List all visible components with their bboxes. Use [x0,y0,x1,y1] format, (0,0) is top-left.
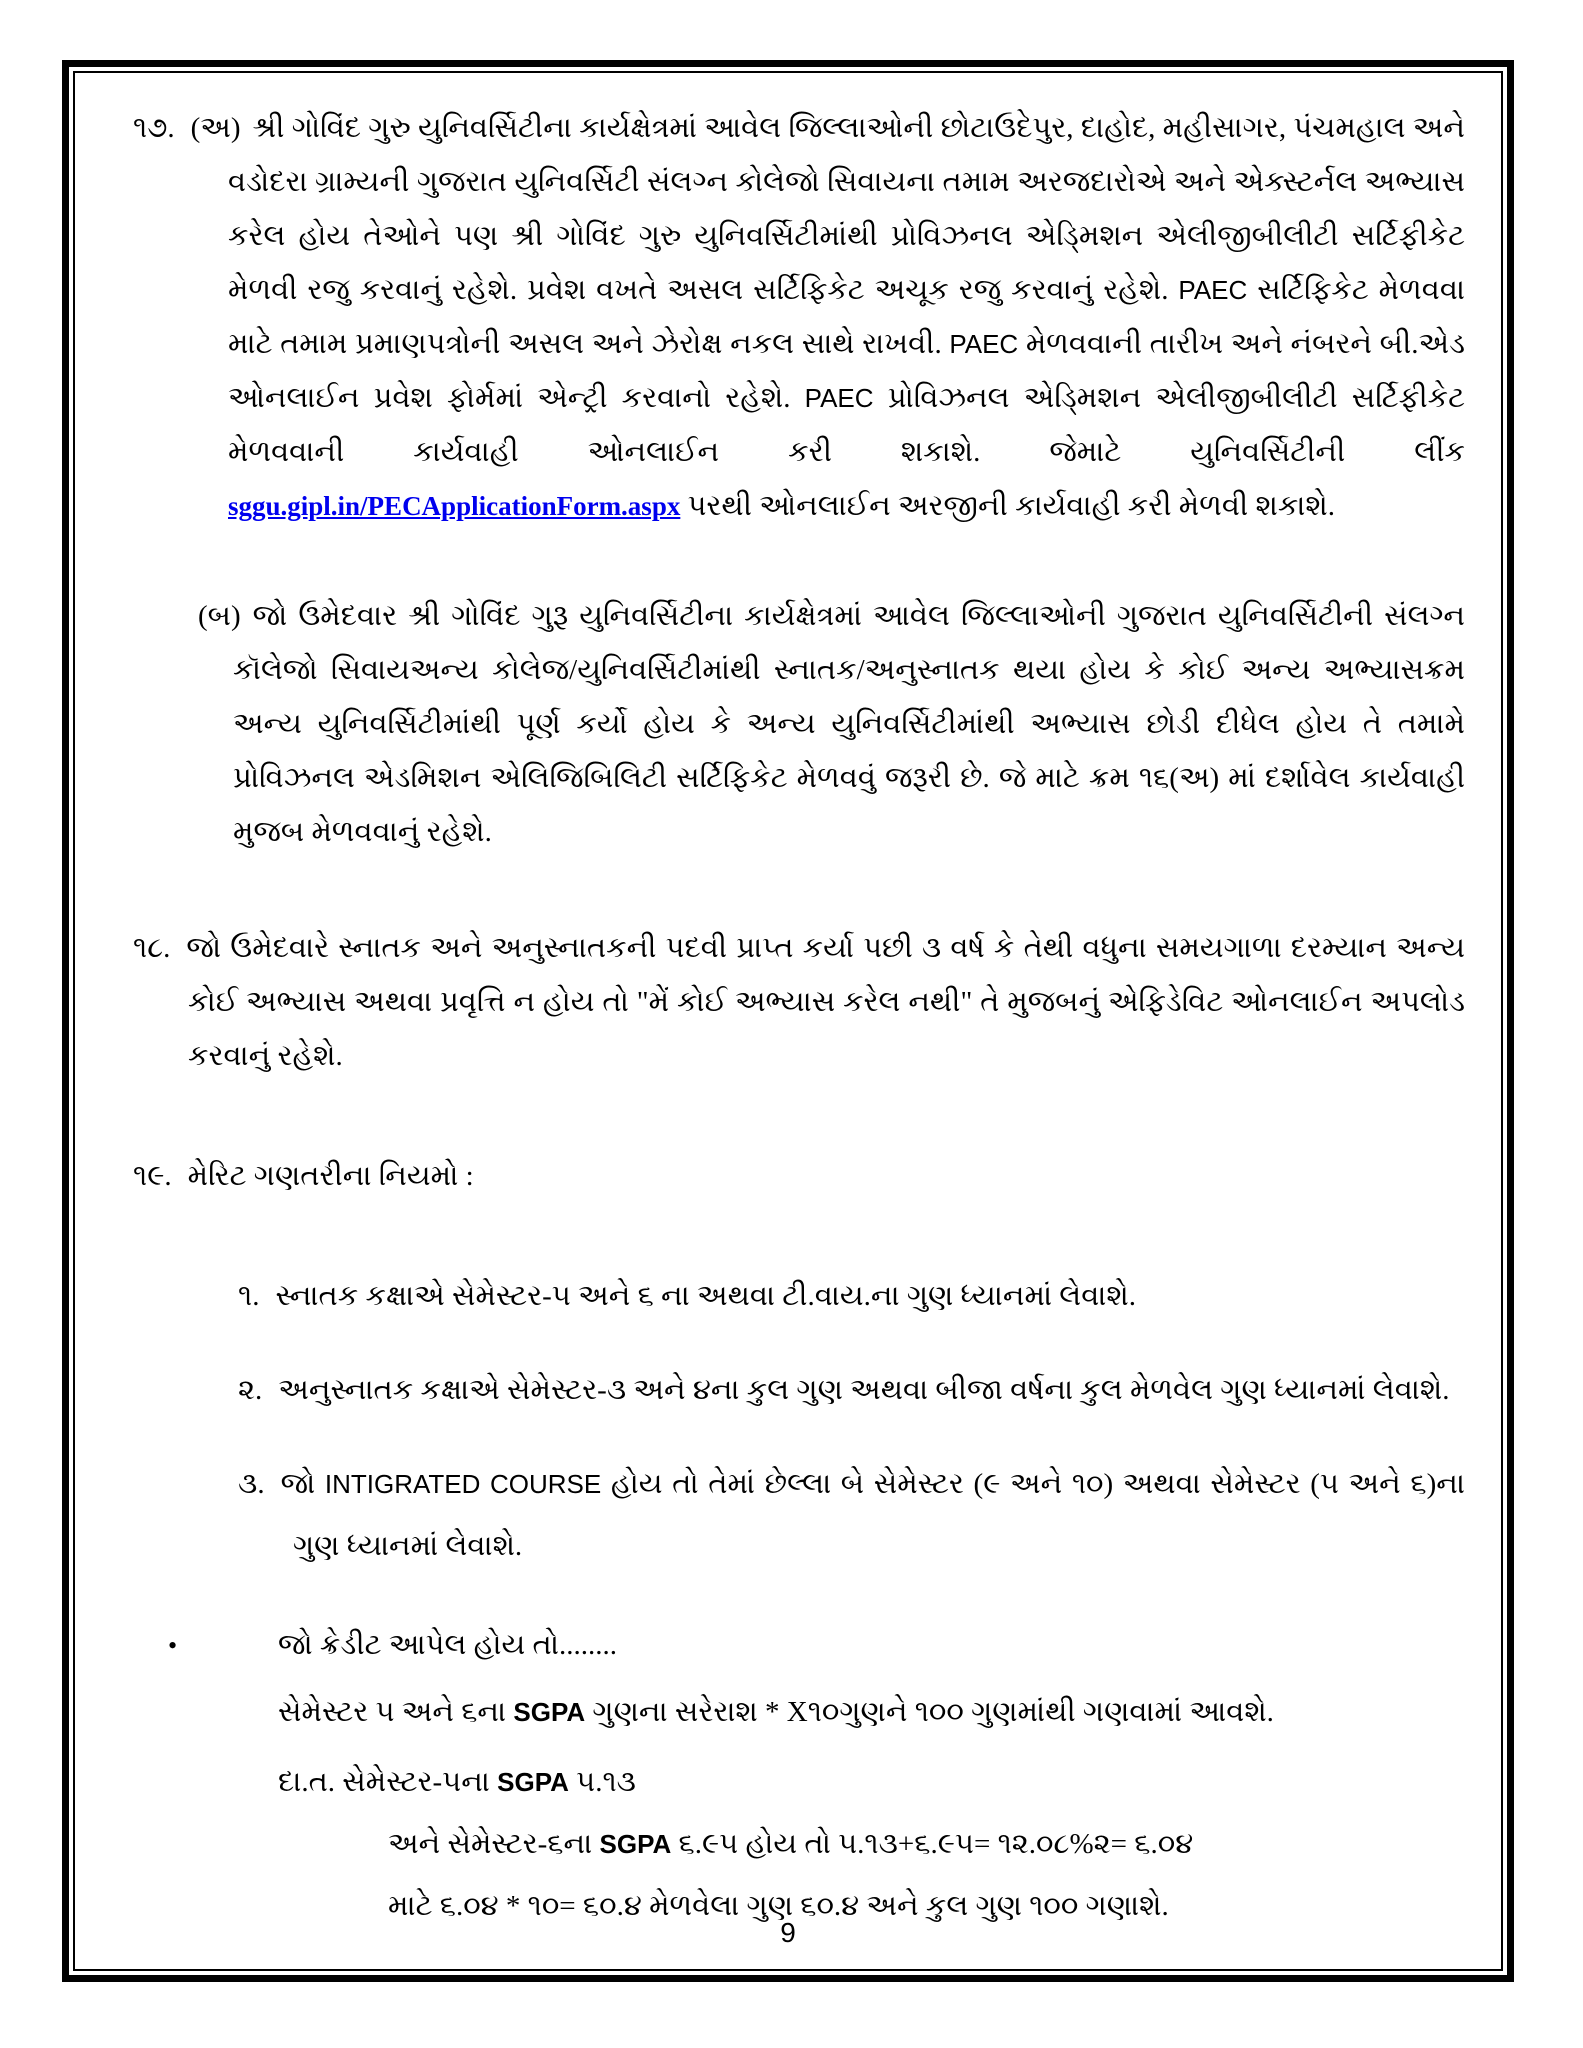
credit-bullet-item [105,1615,1465,1676]
sgpa-rule-text-post: ગુણના સરેરાશ * X૧૦ગુણને ૧૦૦ ગુણમાંથી ગણવામાં આવશે. [585,1696,1274,1728]
clause-17a-label: (અ) [190,112,241,144]
sgpa-abbreviation: SGPA [599,1829,672,1859]
clause-17a-text-3: મેળવવાની તારીખ અને નંબરને બી.એડ ઓનલાઈન પ્રવેશ ફોર્મમાં એન્ટ્રી કરવાનો રહેશે. [228,328,1465,414]
paec-abbreviation: PAEC [804,383,874,413]
clause-17b-text: જો ઉમેદવાર શ્રી ગોવિંદ ગુરૂ યુનિવર્સિટીના કાર્યક્ષેત્રમાં આવેલ જિલ્લાઓની ગુજરાત યુનિવર્સિટીની સંલગ્ન કૉલેજો સિવાયઅન્ય કોલેજ/યુનિવર્સિટીમાંથી સ્નાતક/અનુસ્નાતક થયા હોય કે કોઈ અન્ય અભ્યાસક્રમ અન્ય યુનિવર્સિટીમાંથી પૂર્ણ કર્યો હોય કે અન્ય યુનિવર્સિટીમાંથી અભ્યાસ છોડી દીધેલ હોય તે તમામે પ્રોવિઝનલ એડમિશન એલિજિબિલિટી સર્ટિફિકેટ મેળવવું જરૂરી છે. જે માટે ક્રમ ૧૬(અ) માં દર્શાવેલ કાર્યવાહી મુજબ મેળવવાનું રહેશે. [233,600,1465,848]
merit-rule-2-number: ૨. [238,1374,263,1406]
example-1-text-post: ૫.૧૩ [568,1766,636,1798]
clause-18 [105,921,1465,1083]
merit-rule-1-number: ૧. [238,1280,260,1312]
credit-bullet-text: જો ક્રેડીટ આપેલ હોય તો........ [278,1629,617,1661]
merit-rule-3-number: ૩. [238,1468,265,1500]
sgpa-example-line-1 [278,1752,1465,1812]
example-1-text-pre: દા.ત. સેમેસ્ટર-૫ના [278,1766,498,1798]
paec-abbreviation: PAEC [949,329,1019,359]
page-number: 9 [780,1917,796,1948]
sgpa-example-line-2 [388,1814,1465,1874]
clause-17a-text-4: પ્રોવિઝનલ એડ્મિશન એલીજીબીલીટી સર્ટિફીકેટ મેળવવાની કાર્યવાહી ઓનલાઈન કરી શકાશે. જેમાટે યુનિવર્સિટીની લીંક [228,382,1465,468]
clause-17a-text-5: પરથી ઓનલાઈન અરજીની કાર્યવાહી કરી મેળવી શકાશે. [680,490,1336,522]
example-3-text: માટે ૬.૦૪ * ૧૦= ૬૦.૪ મેળવેલા ગુણ ૬૦.૪ અને કુલ ગુણ ૧૦૦ ગણાશે. [388,1890,1169,1922]
merit-rule-3-text-post: હોય તો તેમાં છેલ્લા બે સેમેસ્ટર (૯ અને ૧૦) અથવા સેમેસ્ટર (૫ અને ૬)ના ગુણ ધ્યાનમાં લેવાશે. [293,1468,1465,1562]
clause-19-number: ૧૯. [133,1160,172,1192]
clause-19-heading-text: મેરિટ ગણતરીના નિયમો : [187,1160,474,1192]
merit-rule-1-text: સ્નાતક કક્ષાએ સેમેસ્ટર-૫ અને ૬ ના અથવા ટી.વાય.ના ગુણ ધ્યાનમાં લેવાશે. [275,1280,1137,1312]
clause-17a-text-1: શ્રી ગોવિંદ ગુરુ યુનિવર્સિટીના કાર્યક્ષેત્રમાં આવેલ જિલ્લાઓની છોટાઉદેપુર, દાહોદ, મહીસાગર, પંચમહાલ અને વડોદરા ગ્રામ્યની ગુજરાત યુનિવર્સિટી સંલગ્ન કોલેજો સિવાયના તમામ અરજદારોએ અને એક્સ્ટર્નલ અભ્યાસ કરેલ હોય તેઓને પણ શ્રી ગોવિંદ ગુરુ યુનિવર્સિટીમાંથી પ્રોવિઝનલ એડ્મિશન એલીજીબીલીટી સર્ટિફીકેટ મેળવી રજુ કરવાનું રહેશે. પ્રવેશ વખતે અસલ સર્ટિફિકેટ અચૂક રજુ કરવાનું રહેશે. [228,112,1465,306]
clause-17-number: ૧૭. [133,112,175,144]
merit-rule-1 [105,1265,1465,1327]
bullet-icon: • [168,1631,178,1660]
integrated-course-label: INTIGRATED COURSE [324,1469,602,1499]
merit-rule-2-text: અનુસ્નાતક કક્ષાએ સેમેસ્ટર-૩ અને ૪ના કુલ ગુણ અથવા બીજા વર્ષના કુલ મેળવેલ ગુણ ધ્યાનમાં લેવાશે. [278,1374,1450,1406]
example-2-text-pre: અને સેમેસ્ટર-૬ના [388,1828,600,1860]
page-border-outer [62,60,1514,1982]
sgpa-average-rule [278,1682,1465,1742]
clause-17b-label: (બ) [198,600,241,632]
sgpa-example-line-3 [388,1876,1465,1936]
clause-19-heading [133,1149,1465,1203]
clause-17a [105,101,1465,533]
example-2-text-post: ૬.૯૫ હોય તો ૫.૧૩+૬.૯૫= ૧૨.૦૮%૨= ૬.૦૪ [671,1828,1194,1860]
pec-application-link[interactable]: sggu.gipl.in/PECApplicationForm.aspx [228,491,681,521]
merit-rule-2 [105,1359,1465,1421]
page-border-inner [73,71,1503,1971]
paec-abbreviation: PAEC [1178,275,1248,305]
sgpa-abbreviation: SGPA [497,1767,569,1797]
sgpa-rule-text-pre: સેમેસ્ટર ૫ અને ૬ના [278,1696,514,1728]
sgpa-abbreviation: SGPA [513,1697,586,1727]
clause-18-number: ૧૮. [133,932,171,964]
clause-17a-text-2: સર્ટિફિકેટ મેળવવા માટે તમામ પ્રમાણપત્રોની અસલ અને ઝેરોક્ષ નકલ સાથે રાખવી. [228,274,1465,360]
clause-18-text: જો ઉમેદવારે સ્નાતક અને અનુસ્નાતકની પદવી પ્રાપ્ત કર્યા પછી ૩ વર્ષ કે તેથી વધુના સમયગાળા દરમ્યાન અન્ય કોઈ અભ્યાસ અથવા પ્રવૃત્તિ ન હોય તો "મેં કોઈ અભ્યાસ કરેલ નથી" તે મુજબનું એફિડેવિટ ઓનલાઈન અપલોડ કરવાનું રહેશે. [186,932,1465,1072]
clause-17b [105,589,1465,859]
merit-rule-3-text-pre: જો [280,1468,325,1500]
merit-rule-3 [105,1453,1465,1577]
